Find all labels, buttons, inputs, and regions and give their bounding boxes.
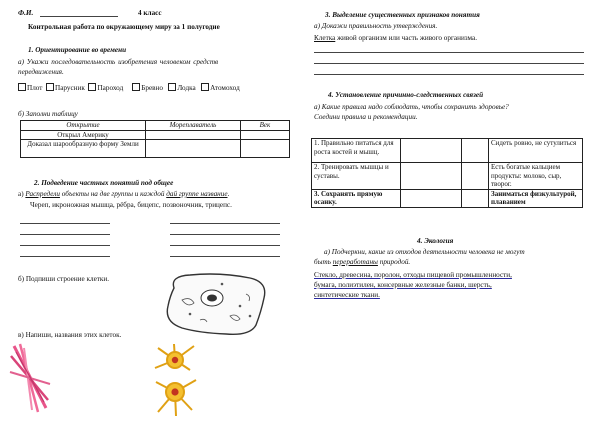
section5-heading: 4. Экология bbox=[417, 237, 454, 245]
rules-table bbox=[311, 138, 583, 208]
rule-3[interactable]: 3. Сохранять прямую осанку. bbox=[312, 189, 401, 207]
section3-heading: 3. Выделение существенных признаков понятия bbox=[325, 11, 480, 19]
discovery-table bbox=[20, 120, 290, 158]
answer-line[interactable] bbox=[170, 223, 280, 224]
option-sailboat[interactable]: Парусник bbox=[46, 84, 85, 92]
section2-heading: 2. Подведение частных понятий под общее bbox=[34, 179, 174, 187]
rule-1[interactable]: 1. Правильно питаться для роста костей и мышц. bbox=[312, 139, 401, 163]
s5-task-a2: быть переработаны природой. bbox=[314, 258, 411, 266]
class-label: 4 класс bbox=[138, 9, 162, 17]
fio-line[interactable] bbox=[40, 16, 118, 17]
answer-line[interactable] bbox=[314, 74, 584, 75]
s5-task-a: а) Подчеркни, какие из отходов деятельности человека не могут bbox=[324, 248, 525, 256]
gap-cell bbox=[462, 189, 489, 207]
cell-discovery-2: Доказал шарообразную форму Земли bbox=[21, 140, 146, 158]
answer-line[interactable] bbox=[20, 256, 110, 257]
page-title: Контрольная работа по окружающему миру за 1 полугодие bbox=[28, 23, 220, 31]
s5-text-2[interactable]: бумага, полиэтилен, консервные железные банки, шерсть, bbox=[314, 281, 492, 289]
fio-label: Ф.И. bbox=[18, 9, 34, 17]
recommendation-3[interactable]: Заниматься физкультурой, плаванием bbox=[489, 189, 583, 207]
option-atomic-ship[interactable]: Атомоход bbox=[201, 84, 240, 92]
s1-task-a2: передвижения. bbox=[18, 68, 64, 76]
cell-navigator-2[interactable] bbox=[146, 140, 241, 158]
cell-century-2[interactable] bbox=[241, 140, 290, 158]
cell-discovery-1: Открыл Америку bbox=[21, 130, 146, 140]
transport-options bbox=[18, 83, 240, 92]
s4-task-a2: Соедини правила и рекомендации. bbox=[314, 113, 418, 121]
s3-task-a: а) Докажи правильность утверждения. bbox=[314, 22, 438, 30]
option-log[interactable]: Бревно bbox=[132, 84, 163, 92]
gap-cell bbox=[401, 139, 462, 163]
rule-2[interactable]: 2. Тренировать мышцы и суставы. bbox=[312, 163, 401, 190]
section1-heading: 1. Ориентирование во времени bbox=[28, 46, 127, 54]
recommendation-2[interactable]: Есть богатые кальцием продукты: молоко, сыр, творог. bbox=[489, 163, 583, 190]
answer-line[interactable] bbox=[20, 245, 110, 246]
s5-text-1[interactable]: Стекло, древесина, поролон, отходы пищевой промышленности, bbox=[314, 271, 512, 279]
nerve-cells-image bbox=[150, 342, 200, 417]
option-steamship[interactable]: Пароход bbox=[88, 84, 123, 92]
s2-task-a: а) Распредели объекты на две группы и каждой дай группе название. bbox=[18, 190, 230, 198]
s5-text-3[interactable]: синтетические ткани. bbox=[314, 291, 380, 299]
recommendation-1[interactable]: Сидеть ровно, не сутулиться bbox=[489, 139, 583, 163]
muscle-cells-image bbox=[8, 342, 53, 414]
cell-century-1[interactable] bbox=[241, 130, 290, 140]
option-raft[interactable]: Плот bbox=[18, 84, 42, 92]
gap-cell bbox=[401, 163, 462, 190]
s2-task-b: б) Подпиши строение клетки. bbox=[18, 275, 110, 283]
answer-line[interactable] bbox=[314, 52, 584, 53]
s2-task-c: в) Напиши, названия этих клеток. bbox=[18, 331, 122, 339]
col-navigator: Мореплаватель bbox=[146, 121, 241, 131]
answer-line[interactable] bbox=[170, 234, 280, 235]
section4-heading: 4. Установление причинно-следственных связей bbox=[328, 91, 484, 99]
gap-cell bbox=[401, 189, 462, 207]
cell-navigator-1[interactable] bbox=[146, 130, 241, 140]
s1-task-b: б) Заполни таблицу bbox=[18, 110, 78, 118]
answer-line[interactable] bbox=[314, 63, 584, 64]
gap-cell bbox=[462, 163, 489, 190]
col-discovery: Открытие bbox=[21, 121, 146, 131]
option-boat[interactable]: Лодка bbox=[168, 84, 195, 92]
s3-statement: Клетка живой организм или часть живого организма. bbox=[314, 34, 478, 42]
cell-diagram bbox=[160, 270, 275, 340]
answer-line[interactable] bbox=[170, 245, 280, 246]
s2-objects: Череп, икроножная мышца, рёбра, бицепс, позвоночник, трицепс. bbox=[30, 201, 232, 209]
answer-line[interactable] bbox=[20, 223, 110, 224]
s1-task-a: а) Укажи последовательность изобретения человеком средств bbox=[18, 58, 219, 66]
gap-cell bbox=[462, 139, 489, 163]
answer-line[interactable] bbox=[170, 256, 280, 257]
s4-task-a: а) Какие правила надо соблюдать, чтобы сохранить здоровье? bbox=[314, 103, 509, 111]
answer-line[interactable] bbox=[20, 234, 110, 235]
col-century: Век bbox=[241, 121, 290, 131]
